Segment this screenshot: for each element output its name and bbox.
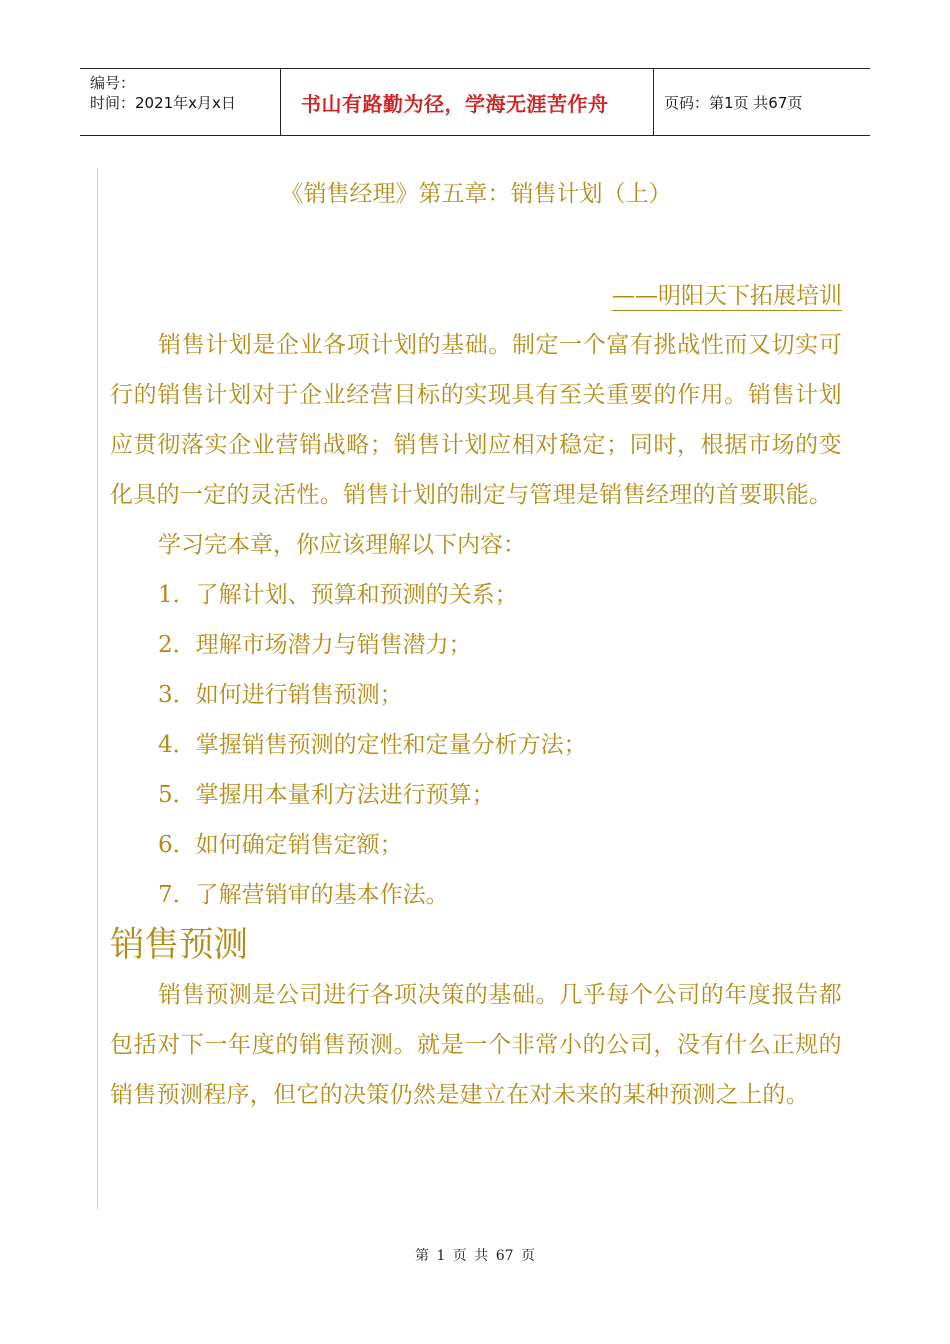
intro-paragraph: 销售计划是企业各项计划的基础。制定一个富有挑战性而又切实可行的销售计划对于企业经营目标的实现具有至关重要的作用。销售计划应贯彻落实企业营销战略；销售计划应相对稳定；同时，根据市场的变化具的一定的灵活性。销售计划的制定与管理是销售经理的首要职能。 bbox=[110, 332, 842, 508]
section-paragraph: 销售预测是公司进行各项决策的基础。几乎每个公司的年度报告都包括对下一年度的销售预测。就是一个非常小的公司，没有什么正规的销售预测程序，但它的决策仍然是建立在对未来的某种预测之上的。 bbox=[110, 982, 842, 1108]
objective-item: 7．了解营销审的基本作法。 bbox=[158, 882, 449, 908]
document-date: 时间：2021年x月x日 bbox=[90, 94, 236, 112]
byline-text: ——明阳天下拓展培训 bbox=[612, 283, 842, 309]
document-number-label: 编号： bbox=[90, 74, 136, 92]
objective-item: 5．掌握用本量利方法进行预算； bbox=[158, 782, 495, 808]
section-heading: 销售预测 bbox=[110, 925, 248, 965]
header-page-info: 页码：第1页 共67页 bbox=[664, 93, 803, 112]
objectives-intro: 学习完本章，你应该理解以下内容： bbox=[158, 532, 526, 558]
page-footer: 第 1 页 共 67 页 bbox=[415, 1248, 535, 1264]
document-header bbox=[80, 68, 870, 136]
objective-item: 2．理解市场潜力与销售潜力； bbox=[158, 632, 472, 658]
header-meta bbox=[80, 69, 281, 135]
margin-rule bbox=[97, 168, 98, 1210]
document-byline bbox=[110, 272, 842, 320]
objective-item: 3．如何进行销售预测； bbox=[158, 682, 403, 708]
document-body bbox=[110, 170, 842, 1120]
objective-item: 6．如何确定销售定额； bbox=[158, 832, 403, 858]
document-title: 《销售经理》第五章：销售计划（上） bbox=[280, 181, 672, 207]
objective-item: 4．掌握销售预测的定性和定量分析方法； bbox=[158, 732, 587, 758]
header-motto: 书山有路勤为径，学海无涯苦作舟 bbox=[281, 69, 654, 135]
objective-item: 1．了解计划、预算和预测的关系； bbox=[158, 582, 518, 608]
